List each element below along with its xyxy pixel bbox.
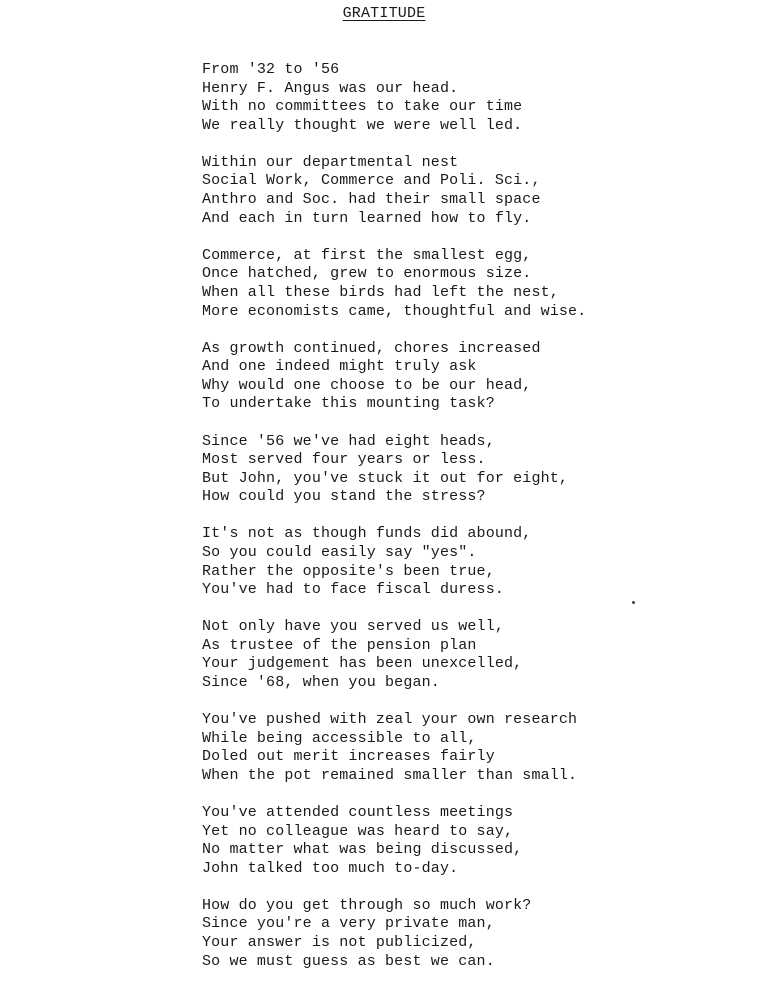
poem-line: Within our departmental nest: [202, 153, 459, 171]
poem-line: Your judgement has been unexcelled,: [202, 655, 523, 673]
poem-line: When the pot remained smaller than small.: [202, 766, 578, 784]
poem-line: You've had to face fiscal duress.: [202, 581, 504, 599]
stanza-1: [202, 61, 762, 135]
poem-line: How do you get through so much work?: [202, 896, 532, 914]
stanza-3: [202, 247, 762, 321]
poem-line: Rather the opposite's been true,: [202, 562, 495, 580]
stanza-4: [202, 340, 762, 414]
poem-line: Most served four years or less.: [202, 451, 486, 469]
poem-line: John talked too much to-day.: [202, 859, 459, 877]
poem-line: So you could easily say "yes".: [202, 543, 477, 561]
stanza-2: [202, 154, 762, 228]
poem-line: As trustee of the pension plan: [202, 636, 477, 654]
stanza-6: [202, 525, 762, 599]
poem-line: Commerce, at first the smallest egg,: [202, 246, 532, 264]
poem-line: Since '56 we've had eight heads,: [202, 432, 495, 450]
poem-line: Your answer is not publicized,: [202, 934, 477, 952]
poem-line: While being accessible to all,: [202, 729, 477, 747]
stanza-7: [202, 618, 762, 692]
stanza-5: [202, 433, 762, 507]
poem-line: When all these birds had left the nest,: [202, 283, 559, 301]
poem-line: No matter what was being discussed,: [202, 841, 523, 859]
poem-line: And each in turn learned how to fly.: [202, 209, 532, 227]
poem-line: How could you stand the stress?: [202, 488, 486, 506]
poem-line: We really thought we were well led.: [202, 116, 523, 134]
poem-line: To undertake this mounting task?: [202, 395, 495, 413]
poem-title: [0, 5, 768, 22]
poem-line: Anthro and Soc. had their small space: [202, 191, 541, 209]
stanza-8: [202, 711, 762, 785]
poem-line: Since '68, when you began.: [202, 674, 440, 692]
poem-line: But John, you've stuck it out for eight,: [202, 469, 569, 487]
stanza-9: [202, 804, 762, 878]
poem-line: Why would one choose to be our head,: [202, 376, 532, 394]
poem-line: From '32 to '56: [202, 61, 340, 78]
poem-line: So we must guess as best we can.: [202, 952, 495, 970]
poem-line: Since you're a very private man,: [202, 915, 495, 933]
poem-title-text: GRATITUDE: [342, 5, 426, 22]
poem-body: [202, 61, 762, 990]
poem-line: As growth continued, chores increased: [202, 339, 541, 357]
poem-line: With no committees to take our time: [202, 98, 523, 116]
poem-line: You've pushed with zeal your own research: [202, 711, 578, 729]
poem-line: Yet no colleague was heard to say,: [202, 822, 514, 840]
poem-line: Not only have you served us well,: [202, 618, 504, 636]
scan-speck: [632, 601, 635, 604]
poem-line: It's not as though funds did abound,: [202, 525, 532, 543]
stanza-10: [202, 897, 762, 971]
poem-line: Social Work, Commerce and Poli. Sci.,: [202, 172, 541, 190]
poem-line: Once hatched, grew to enormous size.: [202, 265, 532, 283]
poem-line: Henry F. Angus was our head.: [202, 79, 459, 97]
poem-line: Doled out merit increases fairly: [202, 748, 495, 766]
poem-line: More economists came, thoughtful and wise.: [202, 302, 587, 320]
poem-line: And one indeed might truly ask: [202, 358, 477, 376]
poem-line: You've attended countless meetings: [202, 804, 514, 821]
